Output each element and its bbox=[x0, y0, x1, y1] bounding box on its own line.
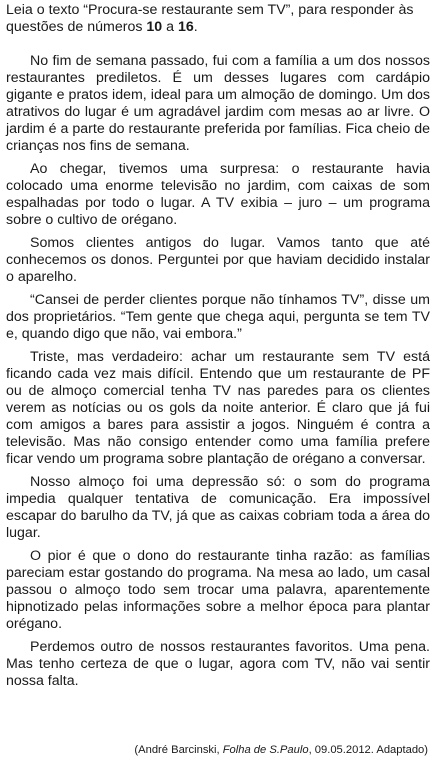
instruction-end: . bbox=[193, 19, 198, 35]
instruction bbox=[6, 2, 430, 36]
source-date: , 09.05.2012. Adaptado) bbox=[308, 744, 428, 756]
paragraph-3: Somos clientes antigos do lugar. Vamos tanto que até conhecemos os donos. Perguntei por que haviam decidido instalar o aparelho. bbox=[6, 235, 430, 285]
source-author: (André Barcinski, bbox=[134, 744, 223, 756]
paragraph-4: “Cansei de perder clientes porque não tínhamos TV”, disse um dos proprietários. “Tem gente que chega aqui, pergunta se tem TV e, quando digo que não, vai embora.” bbox=[6, 292, 430, 342]
source-publication: Folha de S.Paulo bbox=[222, 744, 309, 756]
paragraph-7: O pior é que o dono do restaurante tinha razão: as famílias pareciam estar gostando do programa. Na mesa ao lado, um casal passou o almoço todo sem trocar uma palavra, aparentemente hipnotizado pelas informações sobre a melhor época para plantar orégano. bbox=[6, 548, 430, 632]
question-number-end: 16 bbox=[177, 19, 194, 35]
article-body bbox=[6, 53, 430, 690]
instruction-text: Leia o texto “Procura-se restaurante sem TV”, para responder às questões de números bbox=[6, 2, 414, 35]
paragraph-8: Perdemos outro de nossos restaurantes favoritos. Uma pena. Mas tenho certeza de que o lugar, agora com TV, não vai sentir nossa falta. bbox=[6, 639, 430, 689]
paragraph-5: Triste, mas verdadeiro: achar um restaurante sem TV está ficando cada vez mais difícil. Entendo que um restaurante de PF ou de almoço comercial tenha TV nas paredes para os clientes verem as notícias ou os gols da noite anterior. É claro que já fui com amigos a bares para assistir a jogos. Ninguém é contra a televisão. Mas não consigo entender como uma família prefere ficar vendo um programa sobre plantação de orégano a conversar. bbox=[6, 349, 430, 467]
instruction-connector: a bbox=[162, 19, 178, 35]
question-number-start: 10 bbox=[146, 19, 163, 35]
source-citation bbox=[134, 743, 428, 757]
paragraph-6: Nosso almoço foi uma depressão só: o som do programa impedia qualquer tentativa de comunicação. Era impossível escapar do barulho da TV, já que as caixas cobriam toda a área do lugar. bbox=[6, 474, 430, 541]
paragraph-1: No fim de semana passado, fui com a família a um dos nossos restaurantes prediletos. É um desses lugares com cardápio gigante e pratos idem, ideal para um almoção de domingo. Um dos atrativos do lugar é um agradável jardim com mesas ao ar livre. O jardim é a parte do restaurante preferida por famílias. Fica cheio de crianças nos fins de semana. bbox=[6, 53, 430, 154]
paragraph-2: Ao chegar, tivemos uma surpresa: o restaurante havia colocado uma enorme televisão no jardim, com caixas de som espalhadas por todo o lugar. A TV exibia – juro – um programa sobre o cultivo de orégano. bbox=[6, 161, 430, 228]
